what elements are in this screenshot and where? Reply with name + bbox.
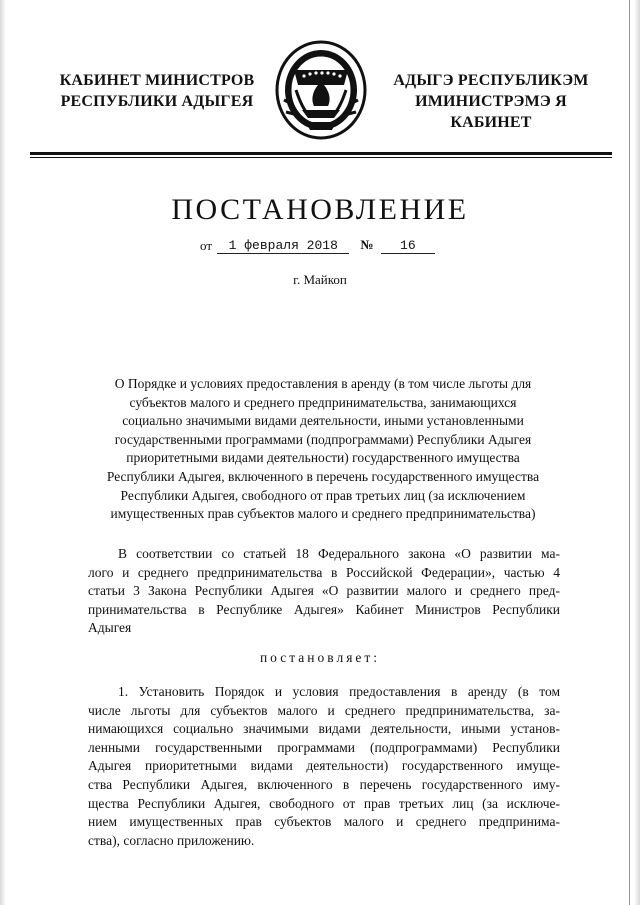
item-line: ства Республики Адыгея, включенного в перечень государственного иму-: [88, 776, 560, 792]
issuer-name-russian: [52, 70, 262, 112]
subject-line: имущественных прав субъектов малого и среднего предпринимательства): [110, 506, 536, 522]
preamble-line: В соответствии со статьей 18 Федерального закона «О развитии ма-: [118, 546, 560, 561]
preamble-line: принимательства в Республике Адыгея» Кабинет Министров Республики: [88, 601, 560, 617]
date-prefix: от: [200, 238, 213, 253]
item-line: Адыгея приоритетными видами деятельности) государственного имуще-: [88, 758, 560, 774]
document-number: 16: [381, 238, 435, 254]
issuer-line: АДЫГЭ РЕСПУБЛИКЭМ: [393, 72, 589, 89]
issuer-line: ИМИНИСТРЭМЭ Я КАБИНЕТ: [415, 93, 567, 131]
date-number-row: [200, 237, 435, 254]
document-date: 1 февраля 2018: [217, 238, 349, 254]
document-subject: [78, 375, 568, 524]
issuer-name-adyghe: [378, 70, 604, 133]
preamble-line: статьи 3 Закона Республики Адыгея «О развитии малого и среднего пред-: [88, 583, 560, 599]
preamble-line: лого и среднего предпринимательства в Российской Федерации», частью 4: [88, 564, 560, 580]
issuer-line: РЕСПУБЛИКИ АДЫГЕЯ: [60, 93, 254, 110]
header-divider-thin: [30, 157, 612, 158]
city-of-issue: г. Майкоп: [293, 272, 347, 287]
item-line: щества Республики Адыгея, свободного от прав третьих лиц (за исключе-: [88, 795, 560, 811]
subject-line: субъектов малого и среднего предпринимательства, занимающихся: [129, 394, 517, 410]
scan-edge-left: [0, 0, 6, 905]
preamble-paragraph: [88, 545, 560, 638]
subject-line: социально значимыми видами деятельности, иными установленными: [122, 413, 524, 429]
number-sign: №: [360, 237, 374, 252]
item-line: нием имущественных прав субъектов малого и среднего предпринима-: [88, 814, 560, 830]
subject-line: государственными программами (подпрограммами) Республики Адыгея: [114, 431, 532, 447]
coat-of-arms-icon: [274, 40, 368, 140]
issuer-line: КАБИНЕТ МИНИСТРОВ: [59, 72, 255, 89]
item-1-paragraph: [88, 683, 560, 850]
scan-edge-right: [634, 0, 640, 905]
item-line: числе льготы для субъектов малого и среднего предпринимательства, за-: [88, 702, 560, 718]
preamble-line: Адыгея: [88, 620, 132, 636]
item-line: 1. Установить Порядок и условия предоставления в аренду (в том: [118, 684, 560, 699]
item-line: ленными государственными программами (подпрограммами) Республики: [88, 739, 560, 755]
decree-word: постановляет:: [259, 650, 381, 665]
subject-line: приоритетными видами деятельности) государственного имущества: [126, 450, 520, 466]
subject-line: Республики Адыгея, включенного в перечень государственного имущества: [106, 468, 540, 484]
document-title: ПОСТАНОВЛЕНИЕ: [171, 193, 469, 226]
item-line: ства), согласно приложению.: [88, 832, 255, 848]
subject-line: О Порядке и условиях предоставления в аренду (в том числе льготы для: [114, 376, 532, 391]
subject-line: Республики Адыгея, свободного от прав третьих лиц (за исключением: [120, 487, 526, 503]
header-divider-thick: [30, 152, 612, 155]
item-line: нимающихся социально значимыми видами деятельности, иными установ-: [88, 721, 560, 737]
